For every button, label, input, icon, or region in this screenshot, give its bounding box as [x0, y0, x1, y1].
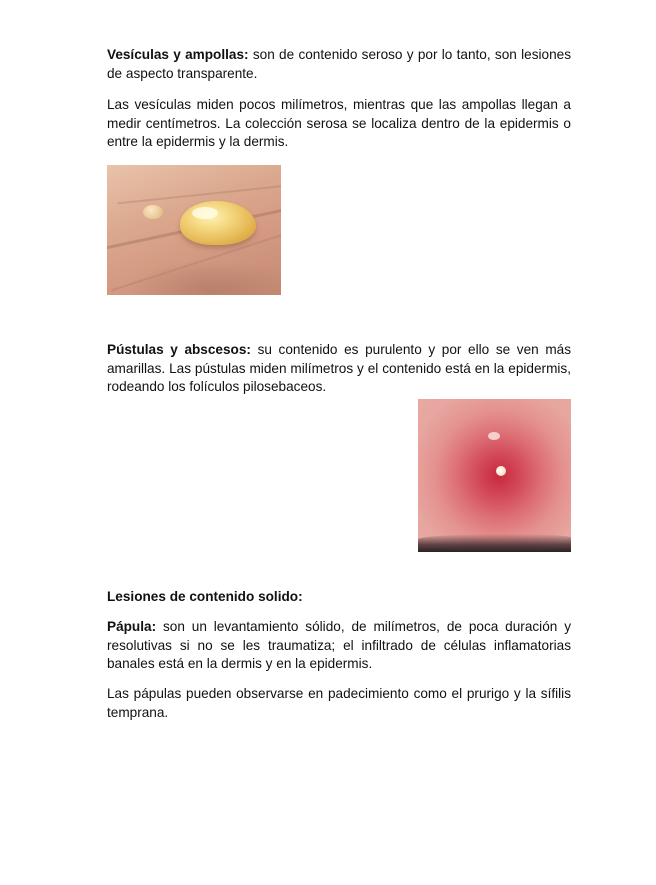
papula-paragraph — [107, 618, 571, 674]
photo-shadow-edge — [418, 534, 571, 552]
pustulas-paragraph — [107, 341, 571, 397]
solid-lesions-heading-text: Lesiones de contenido solido: — [107, 589, 303, 604]
vesiculas-detail-paragraph: Las vesículas miden pocos milímetros, mientras que las ampollas llegan a medir centímetros. La colección serosa se localiza dentro de la epidermis o entre la epidermis y la dermis. — [107, 97, 571, 150]
papula-term: Pápula: — [107, 619, 157, 634]
pustule-photo — [418, 399, 571, 552]
papula-detail-paragraph: Las pápulas pueden observarse en padecimiento como el prurigo y la sífilis temprana. — [107, 686, 571, 720]
bulla — [180, 201, 256, 245]
vesiculas-text: son de contenido seroso y por lo tanto, son lesiones de aspecto transparente. — [107, 47, 572, 81]
vesiculas-paragraph — [107, 46, 571, 83]
skin-scale — [488, 432, 500, 440]
bulla-highlight — [192, 207, 218, 219]
vesicle — [143, 205, 163, 219]
vesiculas-term: Vesículas y ampollas: — [107, 47, 249, 62]
solid-lesions-heading — [107, 588, 571, 607]
pustule-head — [496, 466, 506, 476]
skin-crease — [117, 184, 281, 205]
papula-text: son un levantamiento sólido, de milímetros, de poca duración y resolutivas si no se les traumatiza; el infiltrado de células inflamatorias banales está en la dermis y en la epidermis. — [107, 619, 571, 672]
blister-photo — [107, 165, 281, 295]
pustulas-text: su contenido es purulento y por ello se ven más amarillas. Las pústulas miden milímetros y el contenido está en la epidermis, rodeando los folículos pilosebaceos. — [107, 342, 571, 395]
pustulas-term: Pústulas y abscesos: — [107, 342, 251, 357]
